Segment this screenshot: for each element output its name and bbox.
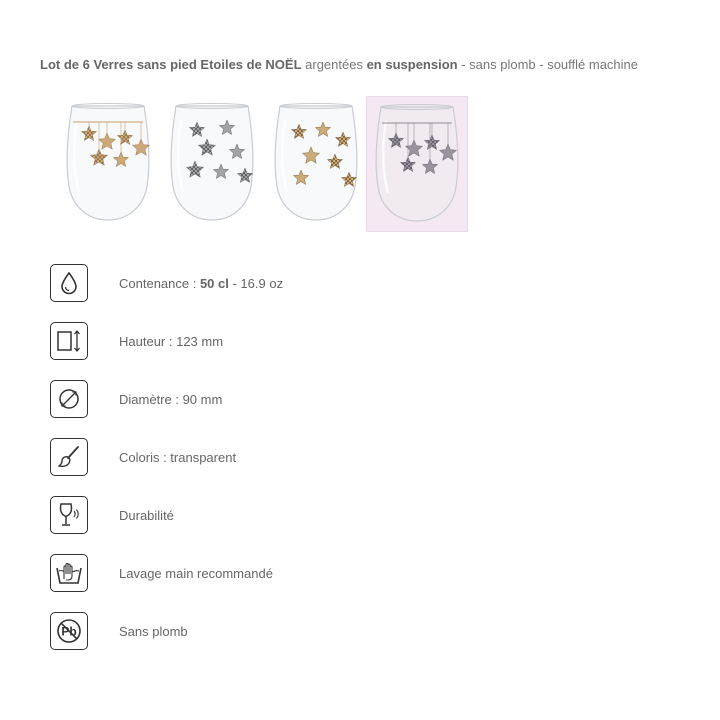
feature-lead-free-text: Sans plomb [119,623,188,639]
product-thumbnails [58,96,478,232]
height-icon [50,322,88,360]
feature-wash [50,552,650,594]
feature-capacity-text [119,276,283,291]
feature-capacity [50,262,650,304]
feature-durability-text: Durabilité [119,507,174,523]
capacity-value: 50 cl [199,275,229,291]
diameter-icon [50,380,88,418]
thumbnail-2[interactable] [162,96,262,230]
feature-height [50,320,650,362]
feature-wash-text: Lavage main recommandé [119,565,273,581]
title-part-1: Lot de 6 Verres sans pied Etoiles de NOËL [40,57,302,72]
product-title [40,57,710,73]
glass-illustration [271,100,361,226]
feature-diameter-text: Diamètre : 90 mm [119,391,223,407]
title-part-3: en suspension [366,57,458,72]
svg-text:Pb: Pb [61,624,77,639]
hand-wash-icon [50,554,88,592]
thumbnail-4[interactable] [366,96,468,232]
feature-diameter [50,378,650,420]
capacity-suffix: - 16.9 oz [228,275,284,291]
thumbnail-1[interactable] [58,96,158,230]
glass-illustration [167,100,257,226]
feature-lead-free [50,610,650,652]
paintbrush-icon [50,438,88,476]
wine-glass-icon [50,496,88,534]
feature-durability [50,494,650,536]
drop-icon [50,264,88,302]
glass-illustration [63,100,153,226]
glass-illustration [372,101,462,227]
title-part-2: argentées [301,57,367,72]
title-part-4: - sans plomb - soufflé machine [457,57,639,72]
feature-color-text: Coloris : transparent [119,449,237,465]
feature-color [50,436,650,478]
feature-height-text: Hauteur : 123 mm [119,333,224,349]
thumbnail-3[interactable] [266,96,366,230]
capacity-label: Contenance : [119,275,200,291]
no-lead-icon [50,612,88,650]
